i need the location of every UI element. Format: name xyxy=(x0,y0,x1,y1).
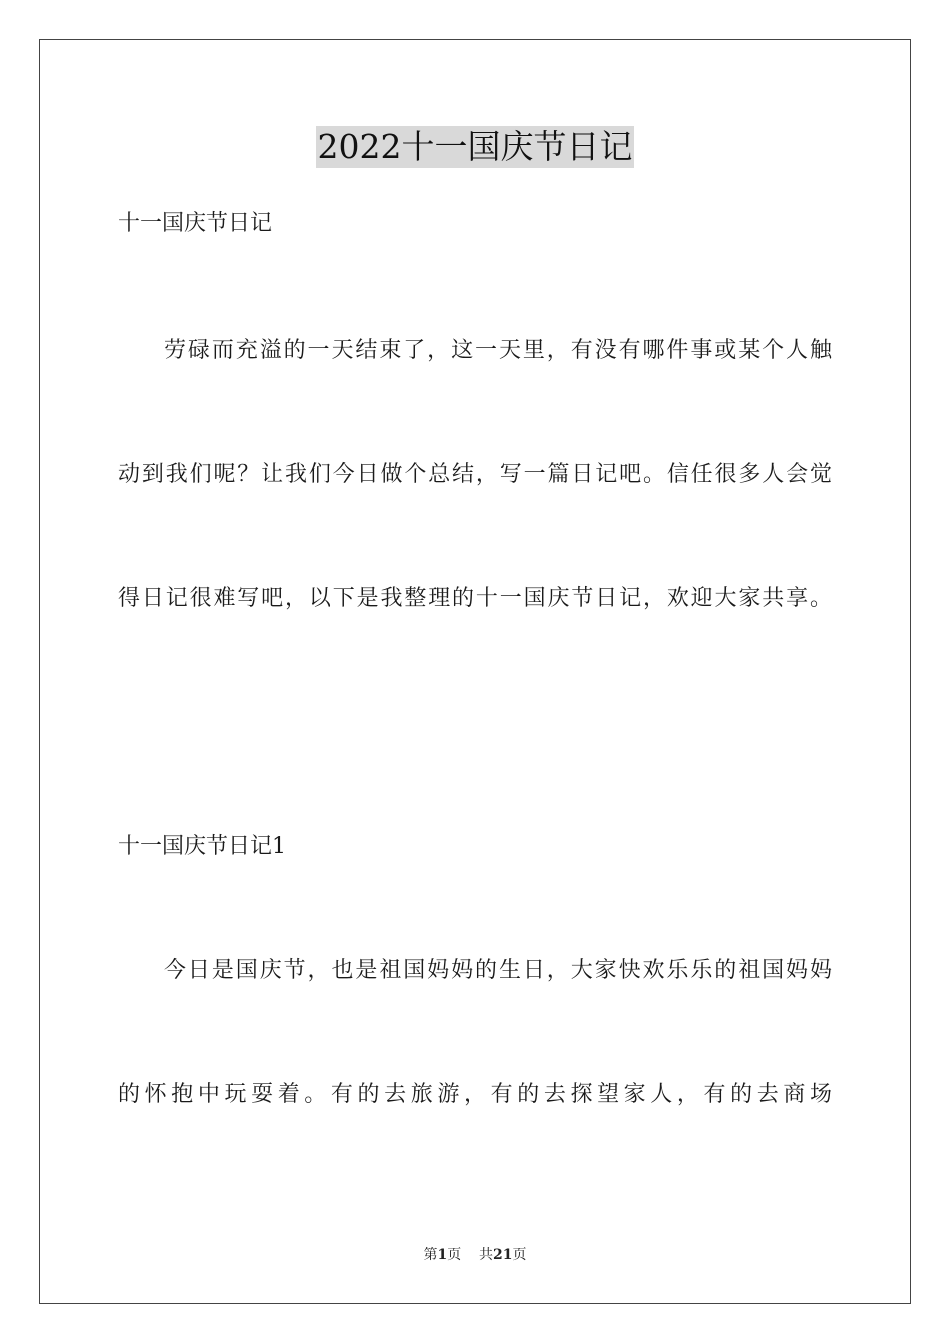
footer-page-prefix: 第 xyxy=(423,1247,438,1263)
document-subtitle: 十一国庆节日记 xyxy=(118,211,273,236)
section-line-2: 的怀抱中玩耍着。有的去旅游，有的去探望家人，有的去商场 xyxy=(118,1082,832,1107)
section-heading: 十一国庆节日记1 xyxy=(118,834,286,859)
footer-total-pages: 21 xyxy=(493,1247,513,1263)
title-container xyxy=(0,126,950,168)
footer-page-number: 1 xyxy=(437,1247,448,1263)
document-title: 2022十一国庆节日记 xyxy=(317,127,633,166)
footer-page-suffix: 页 xyxy=(447,1247,462,1263)
intro-line-2: 动到我们呢？让我们今日做个总结，写一篇日记吧。信任很多人会觉 xyxy=(118,462,832,487)
intro-line-1: 劳碌而充溢的一天结束了，这一天里，有没有哪件事或某个人触 xyxy=(164,338,832,363)
intro-line-3: 得日记很难写吧，以下是我整理的十一国庆节日记，欢迎大家共享。 xyxy=(118,586,832,611)
page-footer xyxy=(0,1246,950,1264)
footer-total-prefix: 共 xyxy=(479,1247,494,1263)
footer-total-suffix: 页 xyxy=(512,1247,527,1263)
section-line-1: 今日是国庆节，也是祖国妈妈的生日，大家快欢乐乐的祖国妈妈 xyxy=(164,958,832,983)
